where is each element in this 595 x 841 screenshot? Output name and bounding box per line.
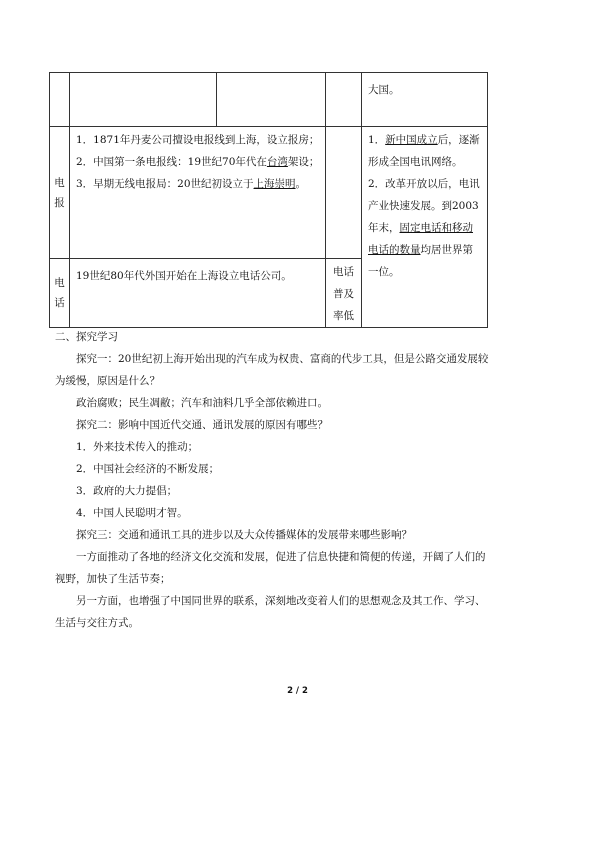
- telegraph-item-1: 1．1871年丹麦公司擅设电报线到上海，设立报房；: [76, 134, 320, 146]
- table-cell: [326, 127, 362, 259]
- telephone-narrow-cell: 电话 普及 率低: [326, 259, 362, 328]
- right-col-point-2: 2．改革开放以后，电讯产业快速发展。到2003年末，固定电话和移动电话的数量均居世界第一位。: [368, 178, 480, 278]
- telegraph-item-3: 3．早期无线电报局：20世纪初设立于上海崇明。: [76, 178, 307, 190]
- inquiry-section: [55, 326, 495, 634]
- question-3: 探究三：交通和通讯工具的进步以及大众传播媒体的发展带来哪些影响？: [76, 529, 412, 541]
- answer-2-item: 3．政府的大力提倡；: [76, 485, 178, 497]
- page-number: 2 / 2: [287, 686, 308, 696]
- telephone-content: 19世纪80年代外国开始在上海设立电话公司。: [70, 259, 326, 328]
- answer-2-item: 1．外来技术传入的推动；: [76, 441, 199, 453]
- right-col-point-1: 1．新中国成立后，逐渐形成全国电讯网络。: [368, 134, 480, 168]
- table-cell: [70, 73, 217, 127]
- section-title: 二、探究学习: [55, 331, 118, 343]
- answer-1: 政治腐败；民生凋敝；汽车和油料几乎全部依赖进口。: [76, 397, 328, 409]
- history-table: [49, 72, 488, 328]
- answer-3-paragraph-1: 一方面推动了各地的经济文化交流和发展，促进了信息快捷和简便的传递，开阔了人们的视野，加快了生活节奏；: [55, 551, 486, 585]
- table-cell: [362, 73, 488, 127]
- right-column-content: [362, 127, 488, 328]
- question-1: 探究一：20世纪初上海开始出现的汽车成为权贵、富商的代步工具，但是公路交通发展较为缓慢，原因是什么？: [55, 353, 489, 387]
- row0-right-text: 大国。: [368, 84, 400, 96]
- telegraph-label: 电 报: [50, 127, 70, 259]
- telephone-label: 电 话: [50, 259, 70, 328]
- telegraph-item-2: 2．中国第一条电报线：19世纪70年代在台湾架设；: [76, 156, 320, 168]
- question-2: 探究二：影响中国近代交通、通讯发展的原因有哪些？: [76, 419, 328, 431]
- answer-2-item: 2．中国社会经济的不断发展；: [76, 463, 220, 475]
- table-row: [50, 127, 488, 259]
- table-cell: [50, 73, 70, 127]
- table-cell: [326, 73, 362, 127]
- telegraph-content: [70, 127, 326, 259]
- table-cell: [217, 73, 326, 127]
- table-row: [50, 73, 488, 127]
- answer-2-item: 4．中国人民聪明才智。: [76, 507, 188, 519]
- answer-3-paragraph-2: 另一方面，也增强了中国同世界的联系，深刻地改变着人们的思想观念及其工作、学习、生活与交往方式。: [55, 595, 486, 629]
